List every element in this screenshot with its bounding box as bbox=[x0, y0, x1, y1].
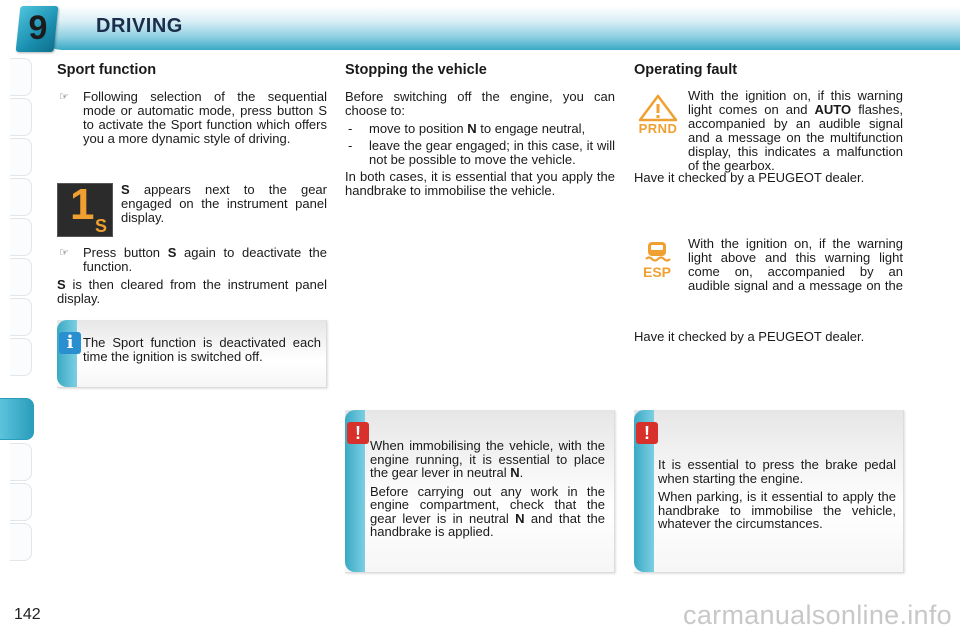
sport-s-indicator: S bbox=[95, 216, 108, 236]
chapter-tab[interactable] bbox=[10, 98, 32, 136]
pointing-hand-icon: ☞ bbox=[59, 247, 69, 259]
sport-step-1 bbox=[59, 90, 327, 146]
indicator-text: appears next to the gear engaged on the instrument panel display. bbox=[121, 182, 327, 225]
option-1-n: N bbox=[467, 121, 477, 136]
gearbox-fault-warning-icon bbox=[636, 94, 680, 136]
chapter-tab[interactable] bbox=[10, 178, 32, 216]
sport-indicator-note bbox=[121, 183, 327, 225]
option-1-text-c: to engage neutral, bbox=[476, 121, 586, 136]
gear-number: 1 bbox=[70, 180, 95, 229]
warning-triangle-icon bbox=[636, 94, 680, 122]
option-1-text-a: move to position bbox=[369, 121, 468, 136]
fault-p1-top: With the ignition on, if this warning light comes on and AUTO flashes, accompanied by an audible signal and a message on the multifunction display, this indicates a malfunction of the gearbox. bbox=[688, 88, 904, 173]
page-number: 142 bbox=[14, 606, 41, 623]
warning-callout-neutral bbox=[345, 410, 615, 573]
chapter-tab[interactable] bbox=[10, 218, 32, 256]
esp-label: ESP bbox=[642, 264, 671, 280]
hill-start-warning-icon bbox=[640, 239, 674, 281]
step-2-s: S bbox=[167, 245, 177, 260]
chapter-tab[interactable] bbox=[10, 58, 32, 96]
fault-section bbox=[634, 63, 904, 90]
pointing-hand-icon: ☞ bbox=[59, 91, 69, 103]
chapter-tabs bbox=[0, 58, 34, 578]
chapter-title: DRIVING bbox=[96, 15, 183, 37]
step-2-text-c: again to deactivate the function. bbox=[83, 245, 327, 274]
sport-step-1-text: Following selection of the sequential mode or automatic mode, press button S to activate the Sport function which offers you a more dynamic style of driving. bbox=[83, 89, 327, 146]
stopping-option-2: - leave the gear engaged; in this case, it will not be possible to move the vehicle. bbox=[348, 138, 615, 167]
sport-step-2 bbox=[59, 246, 327, 274]
s-bold: S bbox=[121, 182, 130, 197]
stopping-section bbox=[345, 63, 615, 204]
fault-p3: With the ignition on, if the warning light above and this warning light come on, accompanied by an audible signal and a message on the bbox=[688, 237, 903, 293]
warning-neutral-p1: When immobilising the vehicle, with the engine running, it is essential to place the gear lever in neutral N. bbox=[370, 438, 605, 480]
fault-p4: Have it checked by a PEUGEOT dealer. bbox=[634, 329, 865, 344]
warning-neutral-text bbox=[370, 439, 605, 545]
car-skid-icon bbox=[640, 239, 674, 265]
chapter-tab[interactable] bbox=[10, 138, 32, 176]
option-2-text: leave the gear engaged; in this case, it will not be possible to move the vehicle. bbox=[369, 138, 615, 167]
warning-brake-p1: It is essential to press the brake pedal when starting the engine. bbox=[658, 457, 896, 486]
sport-title: Sport function bbox=[57, 62, 157, 78]
fault-p2: Have it checked by a PEUGEOT dealer. bbox=[634, 170, 865, 185]
info-icon: i bbox=[59, 332, 81, 354]
stopping-intro: Before switching off the engine, you can choose to: bbox=[345, 89, 615, 118]
chapter-tab[interactable] bbox=[10, 258, 32, 296]
chapter-tab[interactable] bbox=[10, 443, 32, 481]
stopping-option-1: - move to position N to engage neutral, bbox=[348, 121, 586, 136]
chapter-number: 9 bbox=[28, 9, 48, 47]
stopping-conclusion: In both cases, it is essential that you apply the handbrake to immobilise the vehicle. bbox=[345, 169, 615, 198]
stopping-title: Stopping the vehicle bbox=[345, 62, 487, 78]
chapter-tab[interactable] bbox=[10, 338, 32, 376]
watermark: carmanualsonline.info bbox=[683, 600, 952, 630]
sport-section bbox=[57, 63, 327, 146]
info-callout-text: The Sport function is deactivated each time the ignition is switched off. bbox=[83, 335, 321, 364]
gear-indicator-display bbox=[57, 180, 113, 237]
chapter-tab[interactable] bbox=[10, 523, 32, 561]
chapter-tab[interactable] bbox=[10, 483, 32, 521]
prnd-label: PRND bbox=[638, 121, 678, 136]
fault-title: Operating fault bbox=[634, 62, 738, 78]
sport-cleared-note bbox=[57, 278, 327, 306]
warning-icon: ! bbox=[347, 422, 369, 444]
cleared-s: S bbox=[57, 277, 66, 292]
auto-label: AUTO bbox=[814, 102, 852, 117]
warning-callout-brake bbox=[634, 410, 904, 573]
sport-step-2-block bbox=[57, 246, 327, 312]
chapter-tab-active[interactable] bbox=[0, 398, 34, 440]
chapter-tab[interactable] bbox=[10, 298, 32, 336]
info-callout bbox=[57, 320, 327, 388]
step-2-text-a: Press button bbox=[83, 245, 168, 260]
warning-icon: ! bbox=[636, 422, 658, 444]
chapter-header bbox=[0, 0, 960, 50]
warning-brake-text bbox=[658, 458, 896, 537]
warning-neutral-p2: Before carrying out any work in the engine compartment, check that the gear lever is in neutral N and that the handbrake is applied. bbox=[370, 483, 606, 539]
warning-brake-p2: When parking, is it essential to apply the handbrake to immobilise the vehicle, whatever the circumstances. bbox=[658, 489, 896, 531]
cleared-text: is then cleared from the instrument panel display. bbox=[57, 277, 327, 306]
